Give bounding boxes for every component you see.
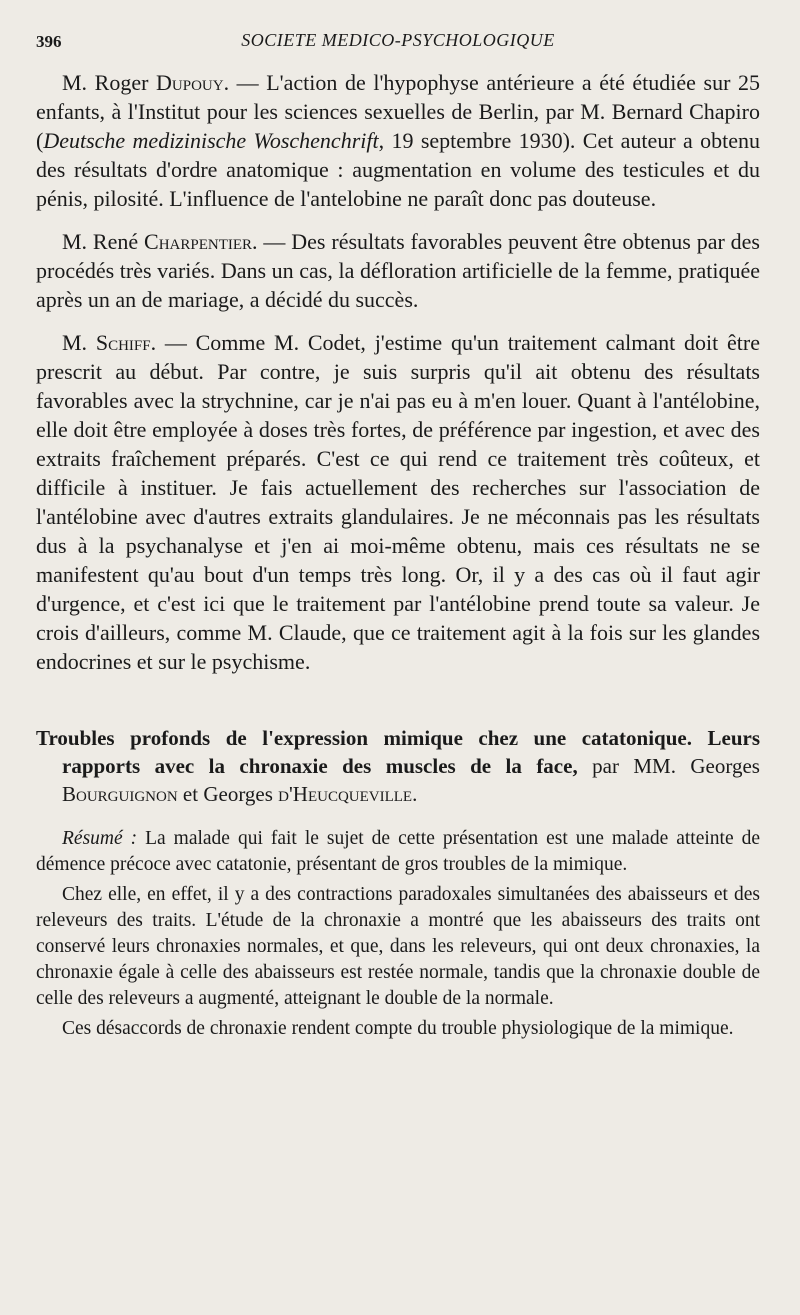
summary-text: La malade qui fait le sujet de cette présentation est une malade atteinte de démence précoce avec catatonie, présentant de gros troubles de la mimique. <box>36 828 760 875</box>
paragraph-charpentier <box>36 227 760 314</box>
speaker-prefix: M. Roger <box>62 70 156 95</box>
summary-paragraph-2: Chez elle, en effet, il y a des contractions paradoxales simultanées des abaisseurs et des releveurs des traits. L'étude de la chronaxie a montré que les abaisseurs des traits ont conservé leurs chronaxies normales, et que, dans les releveurs, qui ont deux chronaxies, la chronaxie égale à celle des abaisseurs est restée normale, tandis que la chronaxie double de celle des releveurs a augmenté, atteignant le double de la normale. <box>36 884 760 1009</box>
speaker-name: Schiff <box>95 330 151 355</box>
author-bourguignon: Bourguignon <box>62 782 178 806</box>
article-title <box>36 724 760 808</box>
page-header <box>36 28 760 58</box>
paragraph-text: . — Des résultats favorables peuvent être obtenus par des procédés très variés. Dans un cas, la défloration artificielle de la femme, pratiquée après un an de mariage, a décidé du succès. <box>36 229 760 312</box>
running-title: SOCIETE MEDICO-PSYCHOLOGIQUE <box>241 30 555 50</box>
paragraph-text: . — L'action de l'hypophyse antérieure a été étudiée sur 25 enfants, à l'Institut pour les sciences sexuelles de Berlin, par M. Bernard Chapiro ( <box>36 70 760 153</box>
paragraph-dupouy <box>36 68 760 213</box>
journal-title: Deutsche medizinische Woschenchrift <box>43 128 379 153</box>
authors-conjunction: et Georges <box>177 782 279 806</box>
speaker-prefix: M. <box>62 330 96 355</box>
discussion-section <box>36 68 760 676</box>
author-heucqueville: d'Heucqueville <box>278 782 413 806</box>
speaker-prefix: M. René <box>62 229 145 254</box>
article-title-text: Troubles profonds de l'expression mimique chez une catatonique. Leurs rapports avec la chronaxie des muscles de la face, <box>36 726 760 778</box>
paragraph-text: , 19 septembre 1930). Cet auteur a obtenu des résultats d'ordre anatomique : augmentation en volume des testicules et du pénis, pilosité. L'influence de l'antelobine ne paraît donc pas douteuse. <box>36 128 760 211</box>
paragraph-schiff <box>36 328 760 676</box>
speaker-name: Dupouy <box>156 70 224 95</box>
summary-section <box>36 826 760 1042</box>
summary-paragraph-1 <box>36 826 760 878</box>
summary-paragraph-3: Ces désaccords de chronaxie rendent compte du trouble physiologique de la mimique. <box>62 1018 734 1039</box>
speaker-name: Charpentier <box>144 229 253 254</box>
paragraph-text: . — Comme M. Codet, j'estime qu'un traitement calmant doit être prescrit au début. Par contre, je suis surpris qu'il ait obtenu des résultats favorables avec la strychnine, car je n'ai pas eu à m'en louer. Quant à l'antélobine, elle doit être employée à doses très fortes, de préférence par ingestion, et avec des extraits fraîchement préparés. C'est ce qui rend ce traitement très coûteux, et difficile à instituer. Je fais actuellement des recherches sur l'association de l'antélobine avec d'autres extraits glandulaires. Je ne méconnais pas les résultats dus à la psychanalyse et j'en ai moi-même obtenu, mais ces résultats ne se manifestent qu'au bout d'un temps très long. Or, il y a des cas où il faut agir d'urgence, et c'est ici que le traitement par l'antélobine prend toute sa valeur. Je crois d'ailleurs, comme M. Claude, que ce traitement agit à la fois sur les glandes endocrines et sur le psychisme. <box>36 330 760 674</box>
authors-intro: par MM. Georges <box>577 754 760 778</box>
page-number: 396 <box>36 32 62 51</box>
title-end: . <box>412 782 418 806</box>
resume-label: Résumé : <box>62 828 138 849</box>
